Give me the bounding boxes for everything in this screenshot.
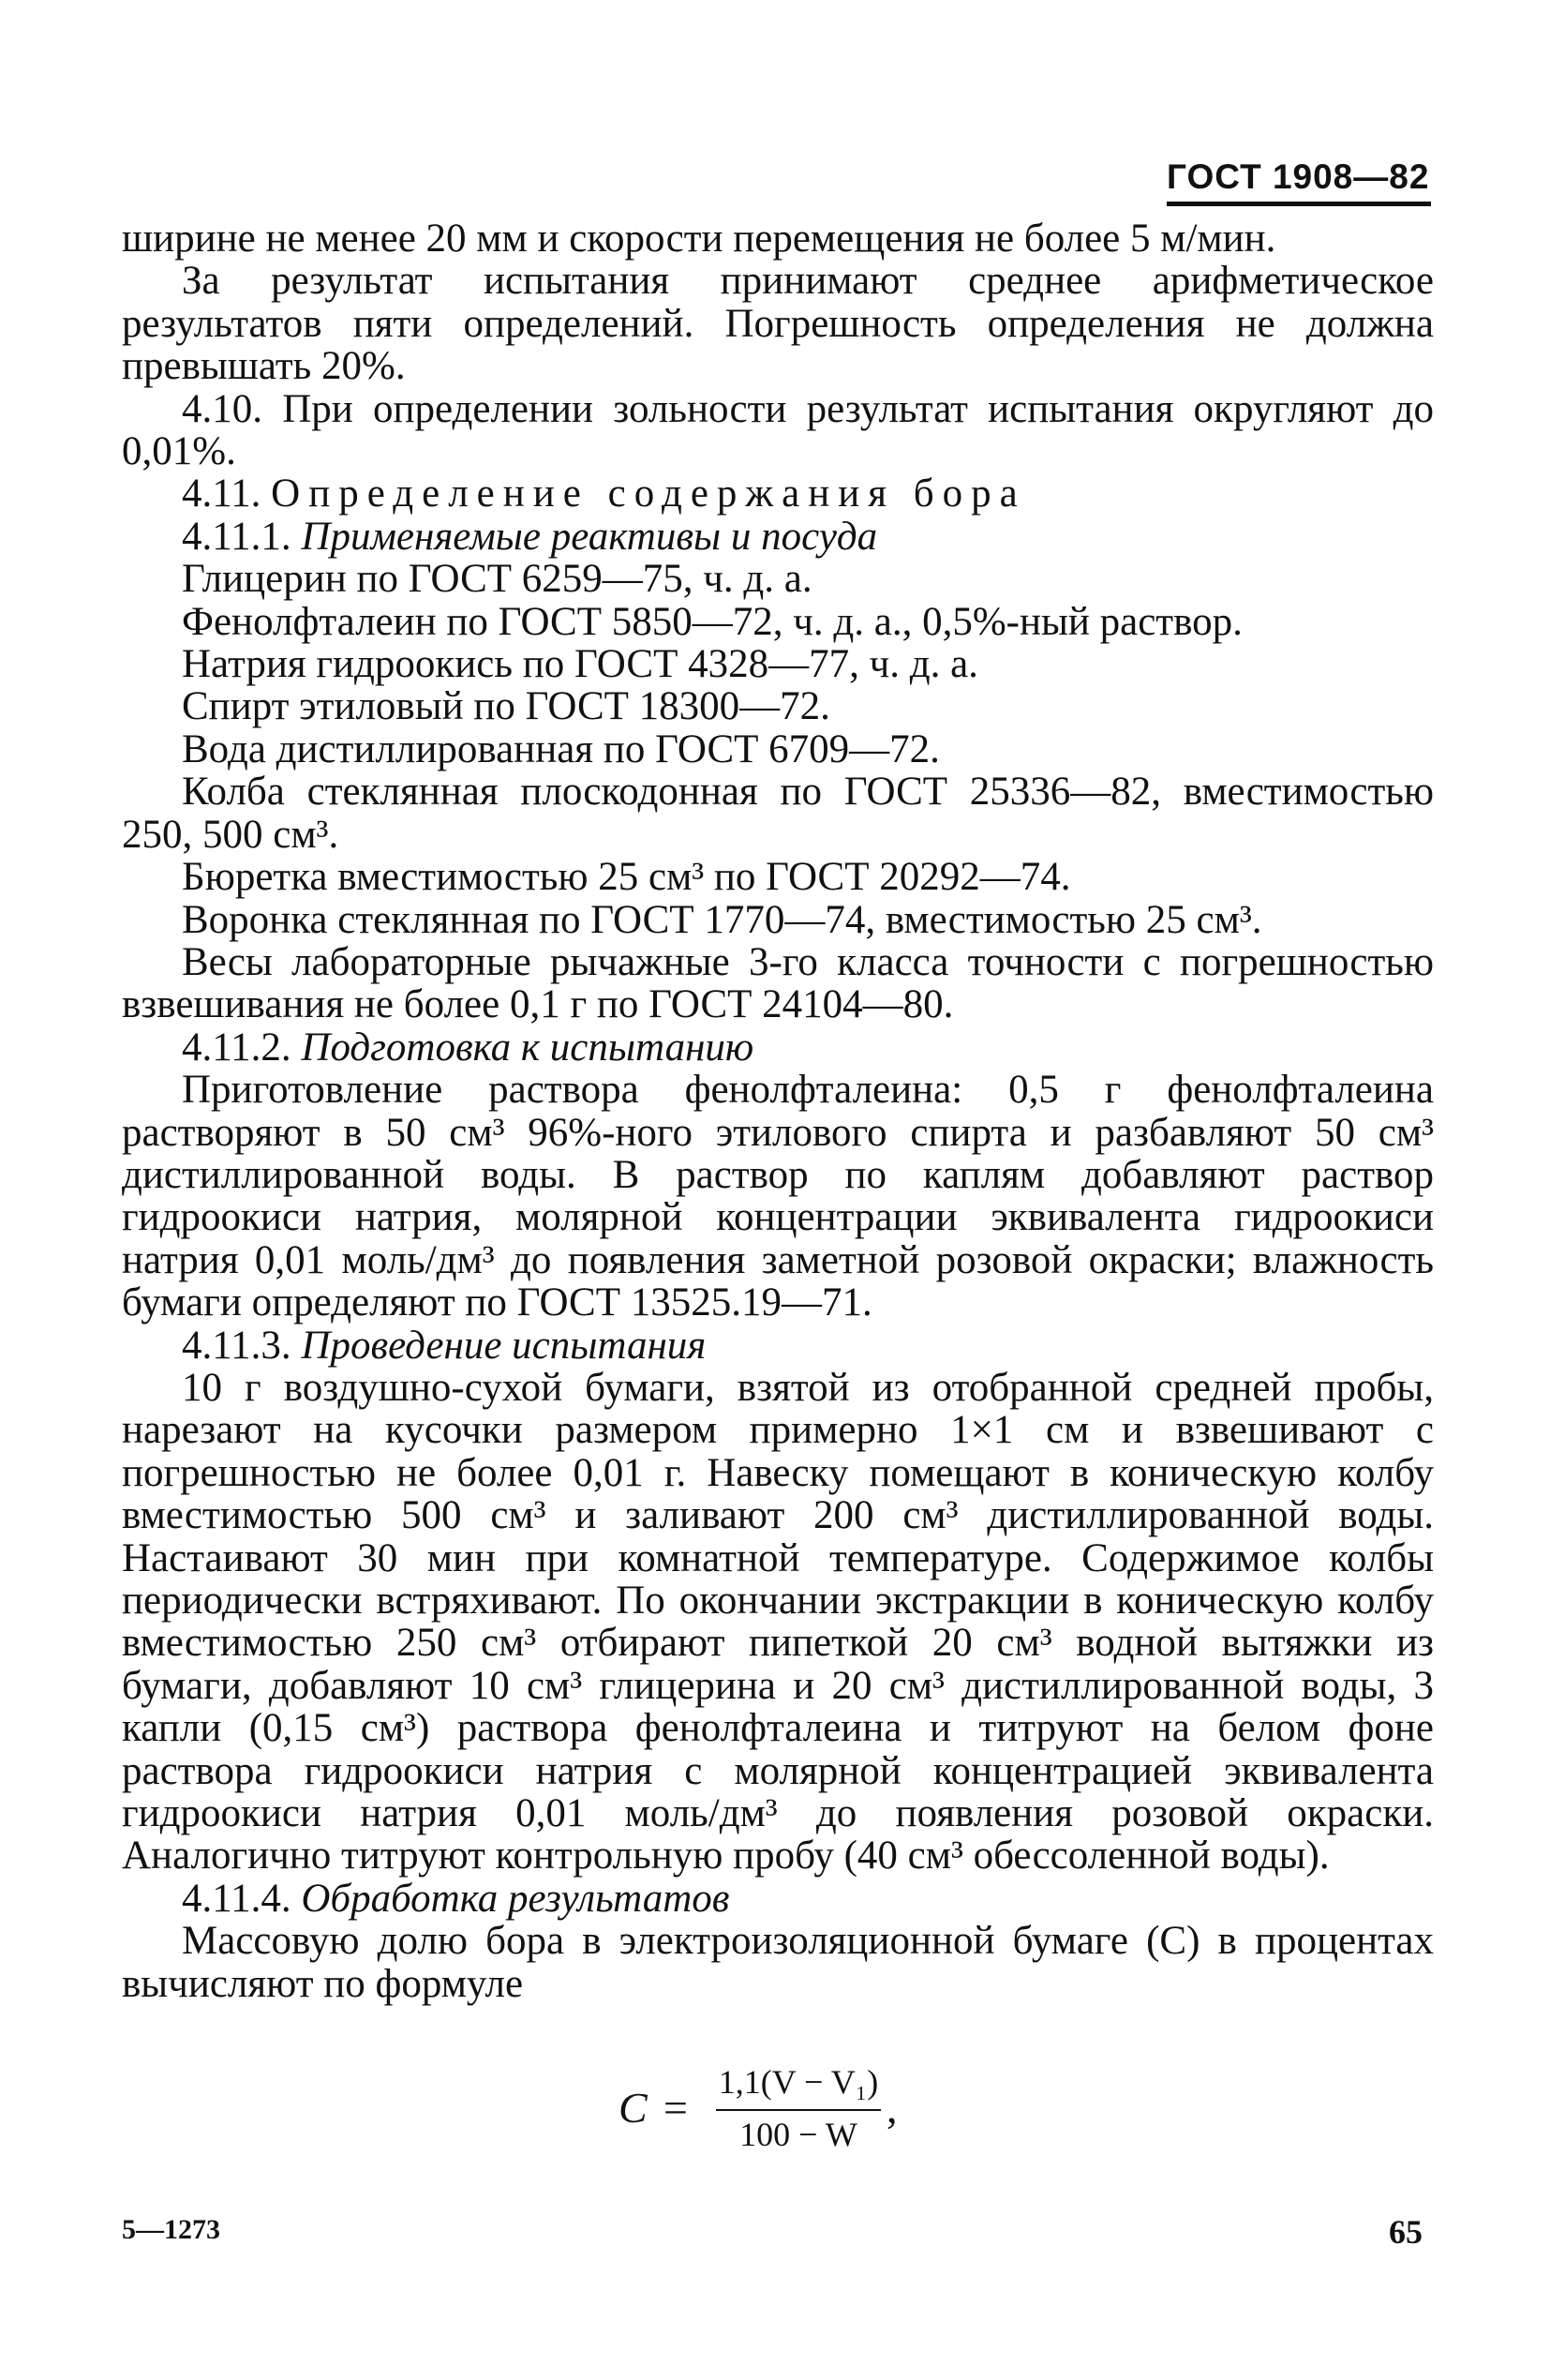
list-item: Спирт этиловый по ГОСТ 18300—72.	[182, 684, 830, 729]
paragraph-procedure: 10 г воздушно-сухой бумаги, взятой из отобранной средней пробы, нарезают на кусочки размером примерно 1×1 см и взвешивают с погрешностью не более 0,01 г. Навеску помещают в коническую колбу вместимостью 500 см³ и заливают 200 см³ дистиллированной воды. Настаивают 30 мин при комнатной температуре. Содержимое колбы периодически встряхивают. По окончании экстракции в коническую колбу вместимостью 250 см³ отбирают пипеткой 20 см³ водной вытяжки из бумаги, добавляют 10 см³ глицерина и 20 см³ дистиллированной воды, 3 капли (0,15 см³) раствора фенолфталеина и титруют на белом фоне раствора гидроокиси натрия с молярной концентрацией эквивалента гидроокиси натрия 0,01 моль/дм³ до появления розовой окраски. Аналогично титруют контрольную пробу (40 см³ обессоленной воды).	[122, 1365, 1434, 1879]
formula-trailing-comma: ,	[887, 2084, 898, 2132]
fraction-bar	[716, 2109, 881, 2111]
paragraph-4-10: 4.10. При определении зольности результат испытания округляют до 0,01%.	[122, 386, 1434, 474]
paragraph-continued: ширине не менее 20 мм и скорости перемещения не более 5 м/мин.	[122, 217, 1276, 261]
section-4-11-1-heading	[122, 516, 1434, 558]
section-title: Определение содержания бора	[271, 472, 1026, 516]
page-body	[122, 217, 1434, 2005]
section-number: 4.11.3.	[182, 1323, 291, 1368]
section-number: 4.11.2.	[182, 1025, 291, 1070]
section-number: 4.11.1.	[182, 514, 291, 559]
section-4-11-4-heading	[122, 1878, 1434, 1920]
formula-equals: =	[663, 2084, 688, 2132]
formula-numerator: 1,1(V − V₁)	[718, 2063, 879, 2101]
paragraph-preparation: Приготовление раствора фенолфталеина: 0,5 г фенолфталеина растворяют в 50 см³ 96%-ного этилового спирта и разбавляют 50 см³ дистиллированной воды. В раствор по каплям добавляют раствор гидроокиси натрия, молярной концентрации эквивалента гидроокиси натрия 0,01 моль/дм³ до появления заметной розовой окраски; влажность бумаги определяют по ГОСТ 13525.19—71.	[122, 1068, 1434, 1325]
header-rule	[1167, 202, 1431, 206]
formula-lhs: C	[619, 2084, 648, 2132]
list-item: Фенолфталеин по ГОСТ 5850—72, ч. д. а., 0,5%-ный раствор.	[182, 599, 1243, 644]
list-item: Воронка стеклянная по ГОСТ 1770—74, вместимостью 25 см³.	[182, 897, 1262, 942]
section-number: 4.11.4.	[182, 1876, 291, 1921]
paragraph-calculation: Массовую долю бора в электроизоляционной бумаге (C) в процентах вычисляют по формуле	[122, 1919, 1434, 2006]
section-4-11-heading	[122, 472, 1434, 515]
list-item: Бюретка вместимостью 25 см³ по ГОСТ 20292—74.	[182, 855, 1071, 900]
page-number: 65	[1389, 2213, 1423, 2251]
section-4-11-3-heading	[122, 1325, 1434, 1367]
formula-denominator: 100 − W	[739, 2116, 857, 2153]
section-title: Обработка результатов	[301, 1876, 730, 1921]
paragraph-result: За результат испытания принимают среднее арифметическое результатов пяти определений. Погрешность определения не должна превышать 20%.	[122, 259, 1434, 389]
section-4-11-2-heading	[122, 1026, 1434, 1069]
print-signature: 5—1273	[122, 2214, 220, 2245]
section-title: Проведение испытания	[301, 1323, 707, 1368]
running-header: ГОСТ 1908—82	[1167, 157, 1430, 196]
section-title: Применяемые реактивы и посуда	[301, 514, 878, 559]
list-item: Глицерин по ГОСТ 6259—75, ч. д. а.	[182, 557, 812, 602]
boron-formula	[619, 2062, 937, 2165]
section-number: 4.11.	[182, 472, 261, 516]
list-item: Колба стеклянная плоскодонная по ГОСТ 25336—82, вместимостью 250, 500 см³.	[122, 770, 1434, 857]
section-title: Подготовка к испытанию	[301, 1025, 754, 1070]
list-item: Натрия гидроокись по ГОСТ 4328—77, ч. д. а.	[182, 642, 978, 687]
list-item: Весы лабораторные рычажные 3-го класса точности с погрешностью взвешивания не более 0,1 г по ГОСТ 24104—80.	[122, 939, 1434, 1027]
list-item: Вода дистиллированная по ГОСТ 6709—72.	[182, 726, 940, 771]
